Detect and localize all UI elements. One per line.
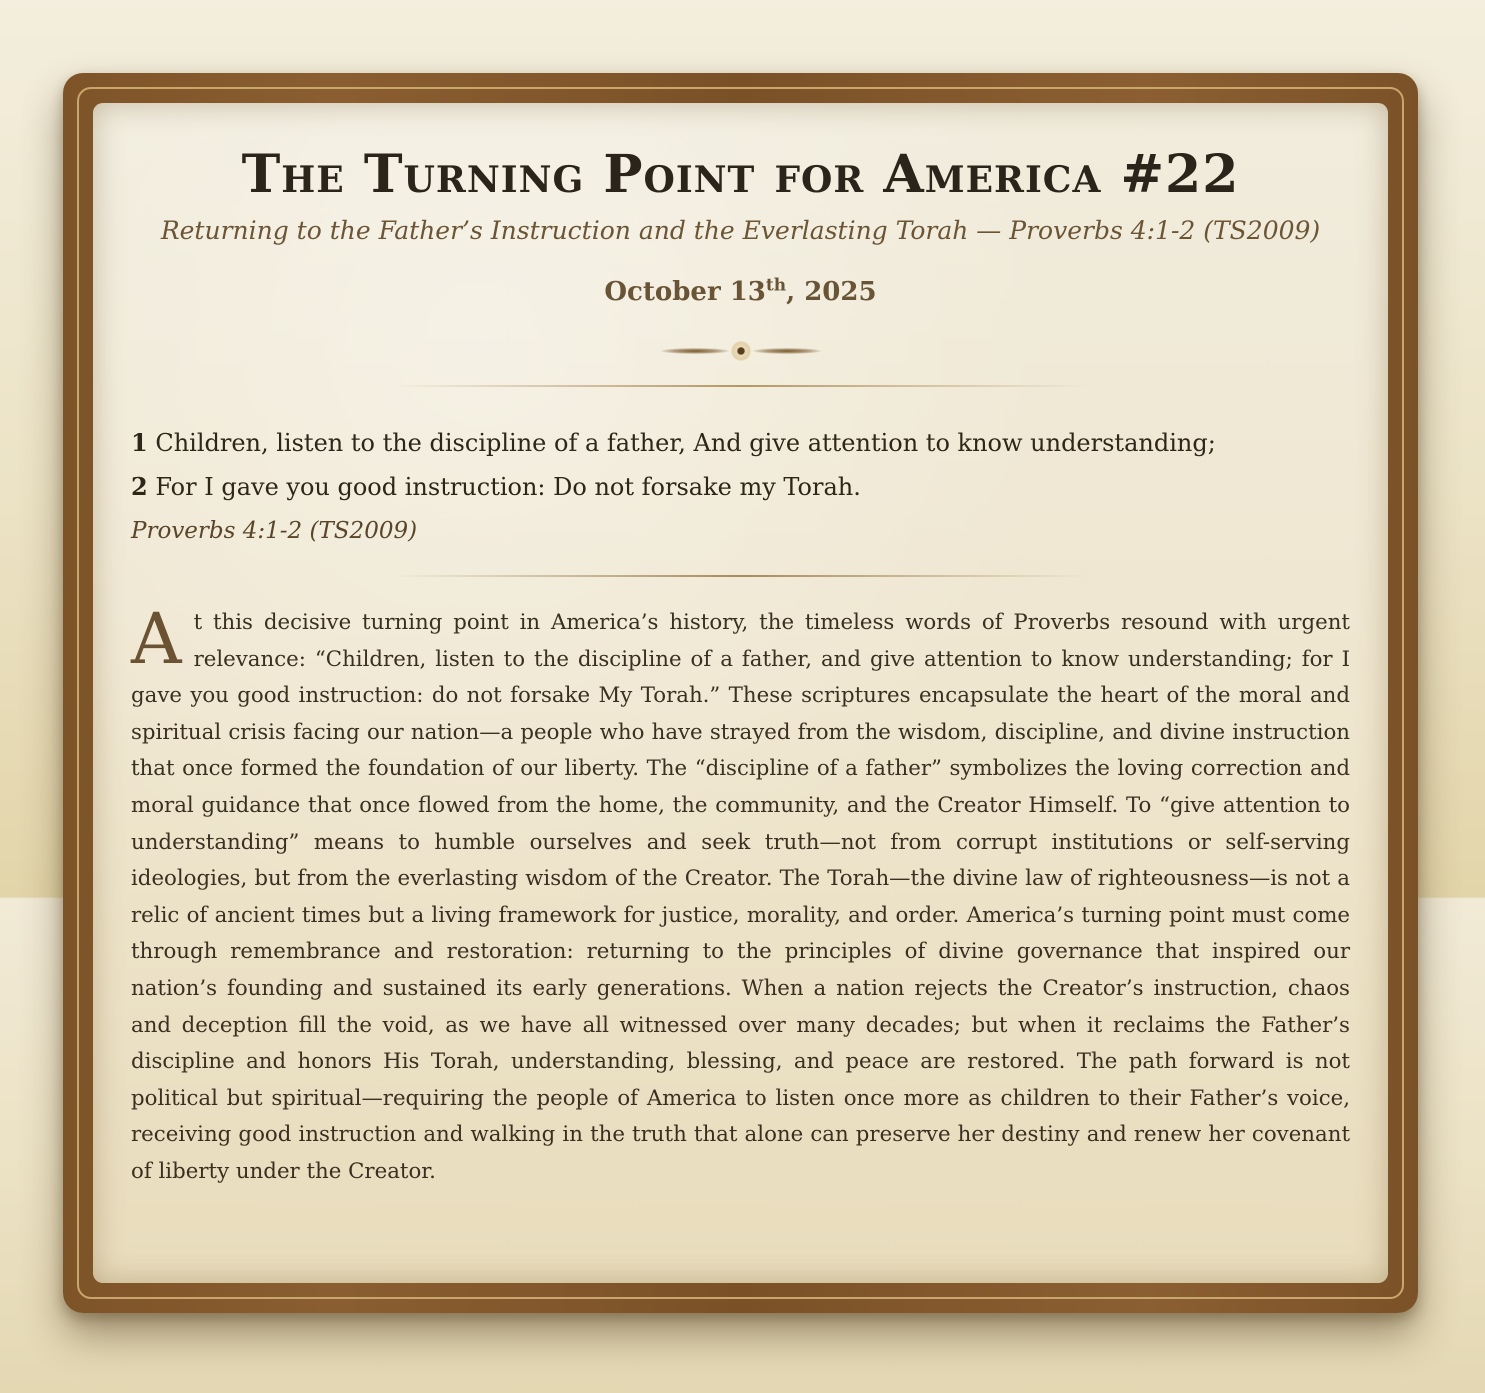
scripture-verses (131, 421, 1350, 509)
page-subtitle: Returning to the Father’s Instruction and the Everlasting Torah — Proverbs 4:1-2 (TS2009) (160, 216, 1321, 245)
ornament-right-flourish (753, 348, 821, 354)
ornament-left-flourish (661, 348, 729, 354)
commentary-paragraph (131, 598, 1350, 1191)
verse-text: Children, listen to the discipline of a father, And give attention to know understanding; (147, 429, 1216, 457)
divider-line (391, 385, 1091, 387)
verse-number: 1 (131, 428, 148, 457)
parchment-page (93, 103, 1388, 1283)
page-title: The Turning Point for America #22 (241, 144, 1240, 205)
date-suffix: th (765, 275, 787, 296)
verse-line (131, 465, 1350, 509)
verse-text: For I gave you good instruction: Do not forsake my Torah. (147, 473, 861, 501)
verse-line (131, 421, 1350, 465)
publication-date (131, 275, 1350, 309)
ornament-divider-icon (661, 341, 821, 361)
ornament-center-dot (731, 341, 751, 361)
drop-cap: A (131, 598, 182, 680)
document-frame (63, 73, 1418, 1313)
date-year: , 2025 (786, 277, 877, 307)
date-month-day: October 13 (604, 277, 766, 307)
scripture-citation: Proverbs 4:1-2 (TS2009) (131, 518, 418, 544)
divider-line (391, 575, 1091, 577)
verse-number: 2 (131, 472, 148, 501)
commentary-text: t this decisive turning point in America’s history, the timeless words of Proverbs resound with urgent relevance: “Children, listen to the discipline of a father, and give attention to know understanding; for I gave you good instruction: do not forsake My Torah.” These scriptures encapsulate the heart of the moral and spiritual crisis facing our nation—a people who have strayed from the wisdom, discipline, and divine instruction that once formed the foundation of our liberty. The “discipline of a father” symbolizes the loving correction and moral guidance that once flowed from the home, the community, and the Creator Himself. To “give attention to understanding” means to humble ourselves and seek truth—not from corrupt institutions or self-serving ideologies, but from the everlasting wisdom of the Creator. The Torah—the divine law of righteousness—is not a relic of ancient times but a living framework for justice, morality, and order. America’s turning point must come through remembrance and restoration: returning to the principles of divine governance that inspired our nation’s founding and sustained its early generations. When a nation rejects the Creator’s instruction, chaos and deception fill the void, as we have all witnessed over many decades; but when it reclaims the Father’s discipline and honors His Torah, understanding, blessing, and peace are restored. The path forward is not political but spiritual—requiring the people of America to listen once more as children to their Father’s voice, receiving good instruction and walking in the truth that alone can preserve her destiny and renew her covenant of liberty under the Creator. (131, 610, 1350, 1184)
